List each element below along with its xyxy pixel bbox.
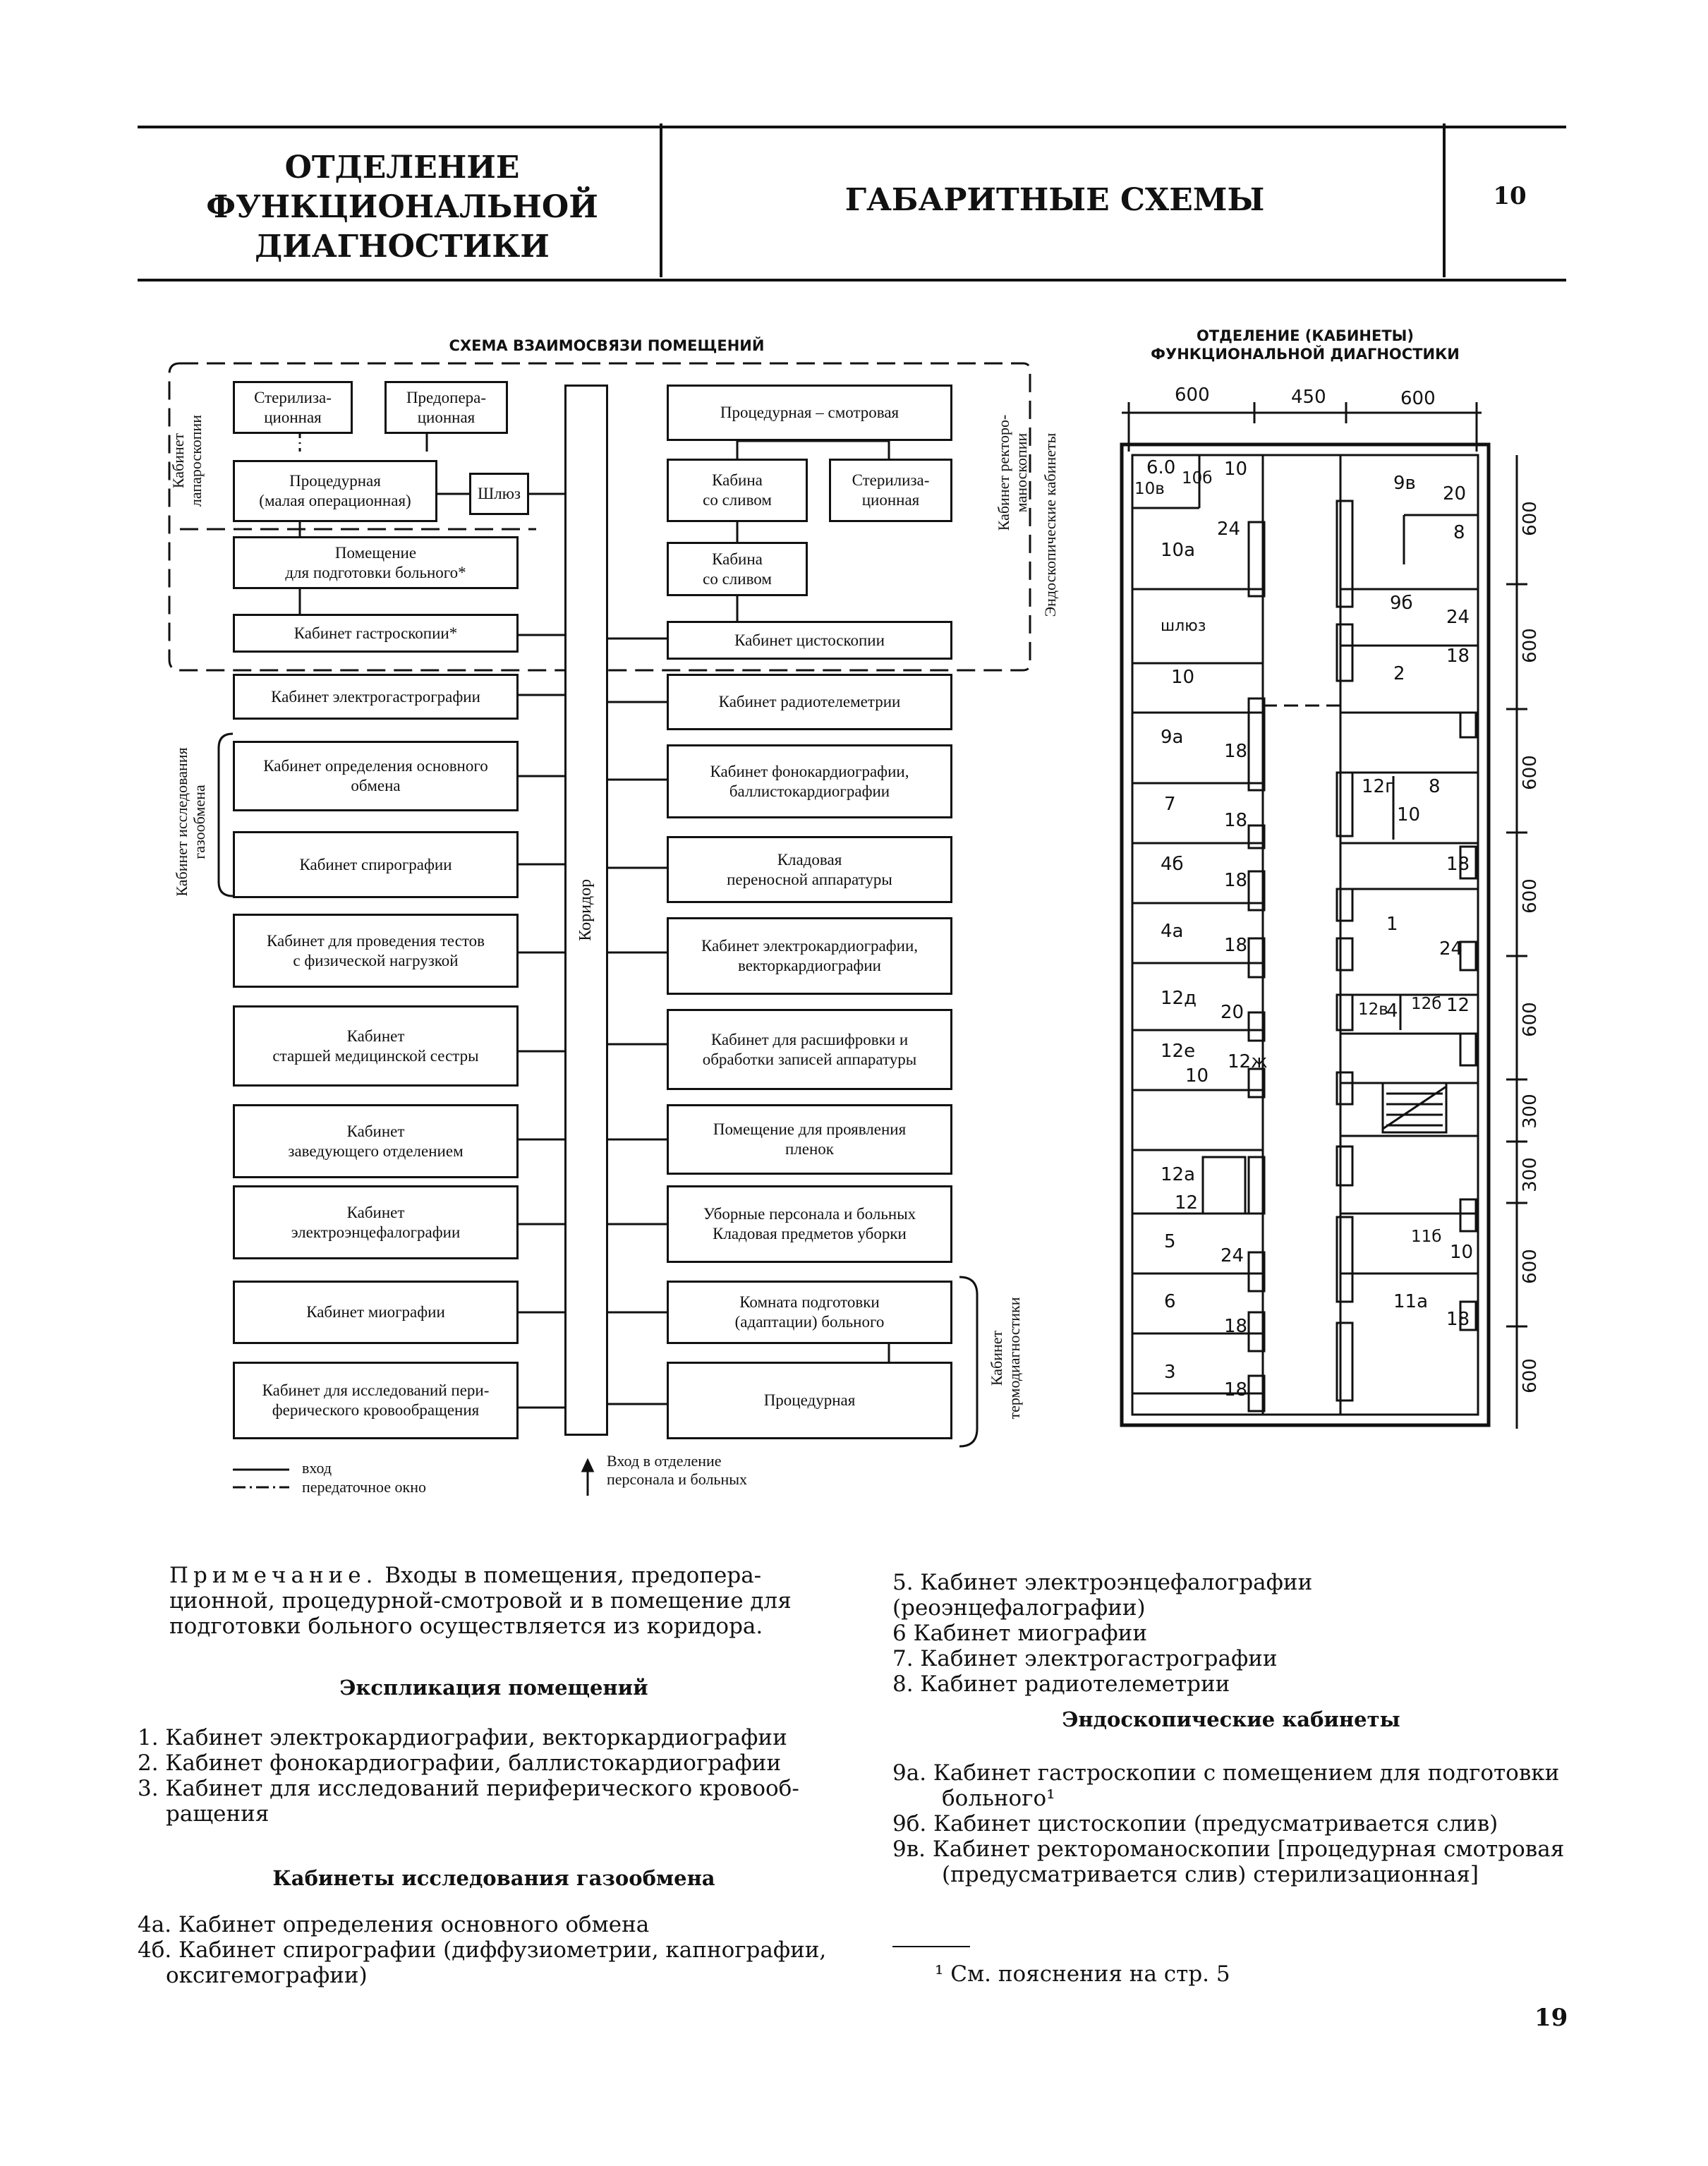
plan-label: 24 (1446, 607, 1470, 628)
list-item: 9б. Кабинет цистоскопии (предусматривается слив) (892, 1811, 1498, 1837)
box-stress-tests: Кабинет для проведения тестов с физической нагрузкой (233, 914, 519, 988)
explication-heading: Экспликация помещений (339, 1676, 648, 1700)
box-cystoscopy: Кабинет цистоскопии (667, 621, 952, 660)
plan-dim-top-2: 450 (1291, 387, 1326, 408)
box-spirography: Кабинет спирографии (233, 831, 519, 898)
label-endoscopic: Эндоскопические кабинеты (1041, 432, 1059, 617)
plan-label: 18 (1446, 646, 1470, 667)
box-airlock: Шлюз (469, 473, 529, 515)
box-gastroscopy: Кабинет гастроскопии* (233, 614, 519, 653)
plan-title: ОТДЕЛЕНИЕ (КАБИНЕТЫ) ФУНКЦИОНАЛЬНОЙ ДИАГНОСТИКИ (1151, 327, 1460, 363)
box-sterilization-left: Стерилиза- ционная (233, 381, 353, 434)
plan-label: 18 (1224, 870, 1248, 891)
note-label: Примечание. (169, 1563, 378, 1588)
plan-label: 9а (1161, 727, 1184, 748)
entrance-label: Вход в отделение персонала и больных (607, 1452, 748, 1488)
list-item: 3. Кабинет для исследований периферического кровооб- (138, 1776, 799, 1801)
plan-label: 18 (1224, 1379, 1248, 1400)
label-thermodiagnostics: Кабинет термодиагностики (988, 1297, 1024, 1420)
box-electrogastrography: Кабинет электрогастрографии (233, 674, 519, 720)
plan-dim-side-8: 600 (1520, 1249, 1541, 1284)
plan-label: 9в (1393, 473, 1416, 494)
plan-label: 12а (1161, 1164, 1196, 1185)
plan-label: 12г (1362, 776, 1395, 797)
plan-dim-side-6: 300 (1520, 1094, 1541, 1129)
plan-label: 24 (1439, 938, 1463, 960)
plan-dim-top-3: 600 (1400, 388, 1436, 409)
footnote-rule (892, 1946, 970, 1947)
plan-label: 3 (1164, 1362, 1176, 1383)
plan-dim-side-7: 300 (1520, 1157, 1541, 1192)
plan-label: шлюз (1161, 617, 1206, 635)
box-myography: Кабинет миографии (233, 1281, 519, 1344)
plan-label: 12 (1446, 995, 1470, 1016)
list-item: 9в. Кабинет ректороманоскопии [процедурная смотровая (892, 1837, 1565, 1862)
plan-label: 10 (1224, 459, 1248, 480)
box-head-of-department: Кабинет заведующего отделением (233, 1104, 519, 1178)
section-title: ОТДЕЛЕНИЕ ФУНКЦИОНАЛЬНОЙ ДИАГНОСТИКИ (206, 150, 598, 265)
plan-label: 4 (1386, 1000, 1398, 1022)
plan-label: 10 (1185, 1065, 1209, 1087)
plan-dim-side-5: 600 (1520, 1002, 1541, 1037)
plan-label: 10 (1171, 667, 1195, 688)
plan-dim-side-1: 600 (1520, 501, 1541, 536)
plan-label: 11а (1393, 1291, 1429, 1312)
list-item: 4б. Кабинет спирографии (диффузиометрии, капнографии, (138, 1937, 827, 1963)
box-film-developing: Помещение для проявления пленок (667, 1104, 952, 1175)
plan-label: 2 (1393, 663, 1405, 684)
box-radiotelemetry: Кабинет радиотелеметрии (667, 674, 952, 730)
box-cabin-drain-1: Кабина со сливом (667, 459, 808, 522)
label-laparoscopy: Кабинет лапароскопии (169, 414, 205, 507)
endo-list (892, 1760, 1570, 1887)
plan-label: 12е (1161, 1041, 1196, 1062)
plan-label: 24 (1217, 519, 1241, 540)
plan-label: 12д (1161, 988, 1197, 1009)
list-item: 1. Кабинет электрокардиографии, векторкардиографии (138, 1725, 787, 1750)
list-item: 4а. Кабинет определения основного обмена (138, 1912, 650, 1937)
box-basal-metabolism: Кабинет определения основного обмена (233, 741, 519, 811)
note-text: Входы в помещения, предопера- ционной, процедурной-смотровой и в помещение для подготовки больного осуществляется из коридора. (169, 1563, 792, 1639)
list-item: (предусматривается слив) стерилизационная] (942, 1862, 1479, 1887)
label-gas-exchange: Кабинет исследования газообмена (173, 747, 209, 897)
plan-label: 18 (1224, 741, 1248, 762)
list-item: 8. Кабинет радиотелеметрии (892, 1671, 1230, 1697)
endo-heading: Эндоскопические кабинеты (1062, 1707, 1400, 1731)
box-electrocardiography: Кабинет электрокардиографии, векторкардиографии (667, 917, 952, 995)
plan-label: 8 (1429, 776, 1441, 797)
note-paragraph (169, 1563, 818, 1639)
list-item: ращения (166, 1801, 269, 1827)
box-patient-prep: Помещение для подготовки больного* (233, 536, 519, 589)
plan-label: 6 (1164, 1291, 1176, 1312)
corridor: Коридор (564, 385, 608, 1436)
explication-right-list (892, 1570, 1570, 1697)
plan-dim-side-9: 600 (1520, 1358, 1541, 1393)
legend-entry: вход (302, 1459, 332, 1477)
box-procedure-small-or: Процедурная (малая операционная) (233, 460, 437, 522)
explication-list (138, 1725, 836, 1827)
plan-label: 4б (1161, 854, 1184, 875)
box-procedure-exam: Процедурная – смотровая (667, 385, 952, 441)
page-number: 19 (1534, 2004, 1568, 2032)
legend-window: передаточное окно (302, 1478, 426, 1496)
label-rectoscopy: Кабинет ректоро- маноскопии (995, 414, 1031, 531)
box-sterilization-right: Стерилиза- ционная (829, 459, 952, 522)
list-item: 2. Кабинет фонокардиографии, баллистокардиографии (138, 1750, 782, 1776)
plan-label: 18 (1224, 935, 1248, 956)
box-peripheral-circulation: Кабинет для исследований пери- ферического кровообращения (233, 1362, 519, 1439)
box-adaptation-room: Комната подготовки (адаптации) больного (667, 1281, 952, 1344)
plan-label: 18 (1446, 854, 1470, 875)
gas-list (138, 1912, 843, 1988)
plan-label: 18 (1224, 810, 1248, 831)
box-procedure-thermo: Процедурная (667, 1362, 952, 1439)
plan-dim-top-1: 600 (1175, 385, 1210, 406)
plan-dim-side-2: 600 (1520, 628, 1541, 663)
box-cabin-drain-2: Кабина со сливом (667, 542, 808, 596)
plan-label: 8 (1453, 522, 1465, 543)
box-toilets-storage: Уборные персонала и больных Кладовая предметов уборки (667, 1185, 952, 1263)
plan-label: 12ж (1228, 1051, 1268, 1072)
box-phonocardiography: Кабинет фонокардиографии, баллистокардиографии (667, 744, 952, 818)
plan-label: 10б (1182, 469, 1213, 488)
list-item: 9а. Кабинет гастроскопии с помещением для подготовки (892, 1760, 1560, 1786)
plan-label: 11б (1411, 1228, 1442, 1246)
list-item: 7. Кабинет электрогастрографии (892, 1646, 1278, 1671)
box-equipment-storage: Кладовая переносной аппаратуры (667, 836, 952, 903)
plan-label: 9б (1390, 593, 1413, 614)
list-item: больного¹ (942, 1786, 1055, 1811)
list-item: 6 Кабинет миографии (892, 1621, 1147, 1646)
plan-label: 12б (1411, 995, 1442, 1013)
sheet-number: 10 (1493, 182, 1527, 210)
plan-label: 20 (1221, 1002, 1244, 1023)
box-head-nurse: Кабинет старшей медицинской сестры (233, 1005, 519, 1087)
plan-label: 18 (1446, 1309, 1470, 1330)
box-record-decoding: Кабинет для расшифровки и обработки записей аппаратуры (667, 1009, 952, 1090)
plan-label: 1 (1386, 914, 1398, 935)
plan-label: 24 (1221, 1245, 1244, 1266)
gas-heading: Кабинеты исследования газообмена (272, 1866, 715, 1890)
plan-label: 6.0 (1146, 457, 1176, 478)
plan-label: 12в (1358, 1000, 1388, 1019)
plan-label: 10а (1161, 540, 1196, 561)
box-electroencephalography: Кабинет электроэнцефалографии (233, 1185, 519, 1259)
plan-label: 12 (1175, 1192, 1199, 1214)
plan-label: 20 (1443, 483, 1467, 504)
plan-label: 10в (1134, 480, 1165, 498)
plan-label: 4а (1161, 921, 1184, 942)
plan-label: 18 (1224, 1316, 1248, 1337)
list-item: 5. Кабинет электроэнцефалографии (реоэнцефалографии) (892, 1570, 1313, 1621)
footnote: ¹ См. пояснения на стр. 5 (935, 1961, 1230, 1987)
plan-label: 10 (1397, 804, 1421, 825)
box-preoperative: Предопера- ционная (384, 381, 508, 434)
plan-label: 10 (1450, 1242, 1474, 1263)
plan-dim-side-4: 600 (1520, 878, 1541, 914)
scheme-title: СХЕМА ВЗАИМОСВЯЗИ ПОМЕЩЕНИЙ (449, 337, 765, 354)
plan-label: 7 (1164, 794, 1176, 815)
plan-label: 5 (1164, 1231, 1176, 1252)
sheet-title: ГАБАРИТНЫЕ СХЕМЫ (844, 182, 1265, 218)
plan-dim-side-3: 600 (1520, 755, 1541, 790)
list-item: оксигемографии) (166, 1963, 368, 1988)
